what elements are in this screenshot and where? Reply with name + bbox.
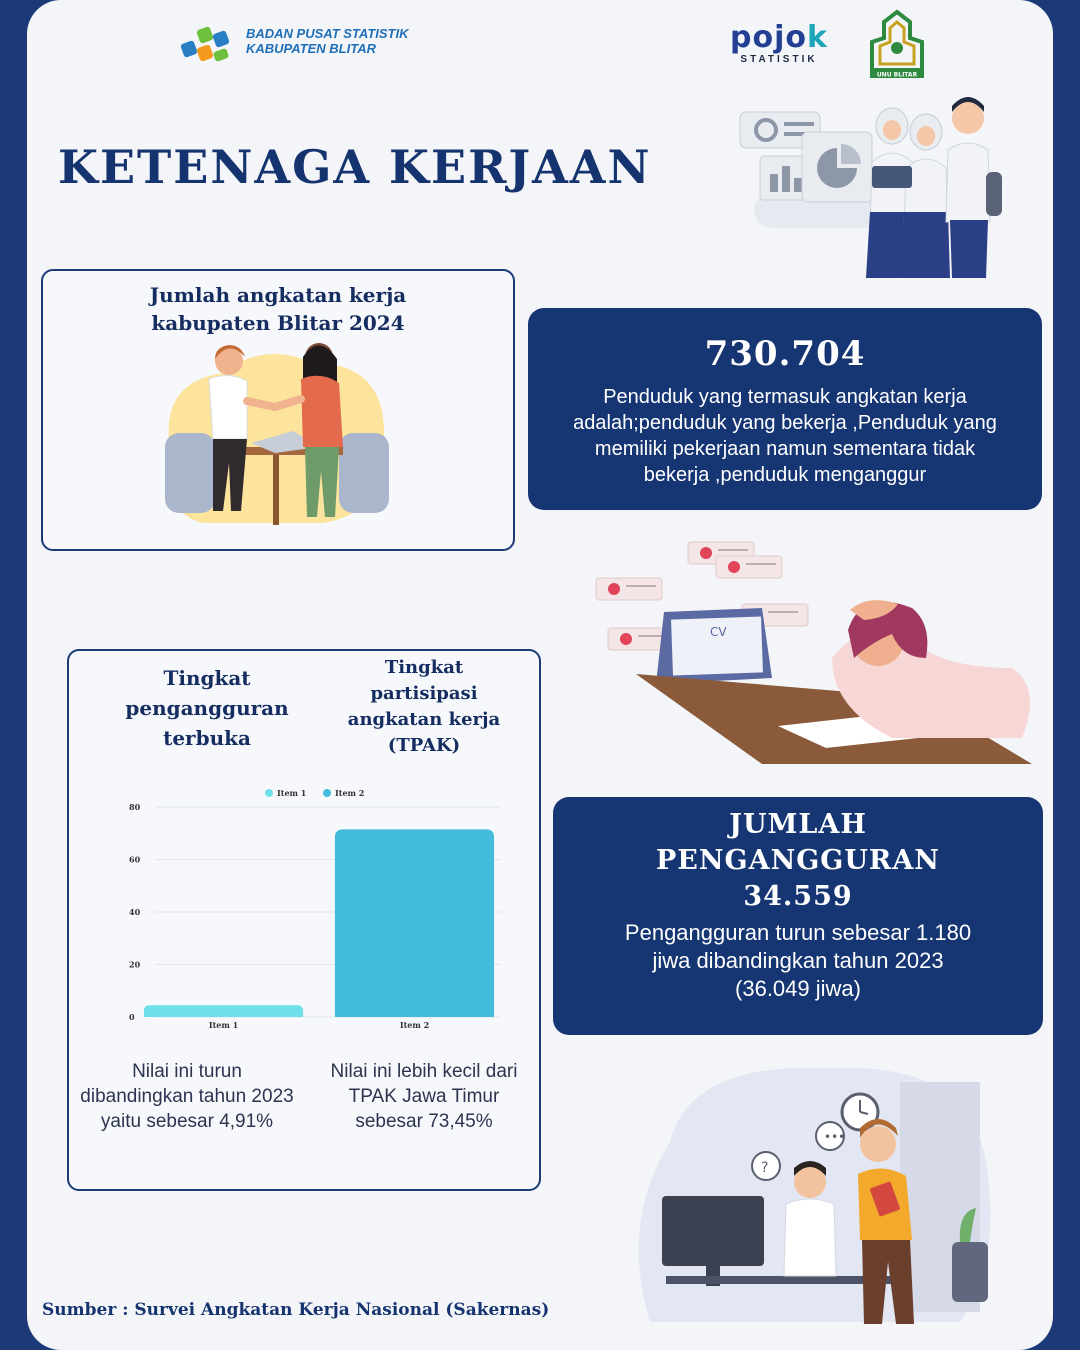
chart-legend-marker <box>323 789 331 797</box>
unemployment-stat-card <box>553 797 1043 1035</box>
unemployment-description-line-1: Pengangguran turun sebesar 1.180 <box>624 920 972 945</box>
source-note: Sumber : Survei Angkatan Kerja Nasional (Sakernas) <box>42 1300 550 1320</box>
chart-y-tick-label: 80 <box>129 802 141 812</box>
chart-bar <box>335 829 494 1017</box>
chart-legend-marker <box>265 789 273 797</box>
unemployment-rate-note: Nilai ini turun dibandingkan tahun 2023 yaitu sebesar 4,91% <box>80 1061 294 1132</box>
chart-bar <box>144 1005 303 1017</box>
unemployment-label <box>553 807 1043 915</box>
participation-rate-note: Nilai ini lebih kecil dari TPAK Jawa Timur sebesar 73,45% <box>330 1061 518 1132</box>
page-title: KETENAGA KERJAAN <box>58 140 652 194</box>
unemployment-description <box>583 919 1013 1003</box>
unemployment-label-line-1: JUMLAH <box>729 809 867 840</box>
svg-text:•••: ••• <box>824 1130 846 1144</box>
chart-x-tick-label: Item 2 <box>399 1020 430 1030</box>
chart-x-tick-label: Item 1 <box>208 1020 239 1030</box>
rates-card <box>67 649 541 1191</box>
unemployment-label-line-2: PENGANGGURAN <box>656 845 940 876</box>
students-dashboard-illustration <box>736 92 1006 292</box>
labor-force-title-line-1: Jumlah angkatan kerja <box>149 283 407 307</box>
office-workers-illustration <box>630 1062 1002 1332</box>
labor-force-value: 730.704 <box>704 334 866 374</box>
chart-y-tick-label: 40 <box>129 907 141 917</box>
bps-logo-icon <box>178 20 240 68</box>
participation-rate-heading: Tingkat partisipasi angkatan kerja (TPAK) <box>347 657 501 756</box>
rates-bar-chart <box>109 781 509 1041</box>
agency-line-1: BADAN PUSAT STATISTIK <box>246 26 409 41</box>
unemployment-value: 34.559 <box>743 881 853 912</box>
cv-label: CV <box>710 625 727 639</box>
pojok-statistik-logo <box>726 22 832 65</box>
labor-force-title <box>43 281 513 337</box>
svg-text:?: ? <box>761 1160 769 1176</box>
chart-y-tick-label: 20 <box>129 959 141 970</box>
unemployment-description-line-3: (36.049 jiwa) <box>735 976 861 1001</box>
pojok-word-end: k <box>807 20 828 55</box>
labor-force-card <box>41 269 515 551</box>
chart-y-tick-label: 0 <box>129 1012 135 1022</box>
pojok-sub: STATISTIK <box>740 54 818 65</box>
unemployment-description-line-2: jiwa dibandingkan tahun 2023 <box>652 948 944 973</box>
unu-label: UNU BLITAR <box>876 71 918 79</box>
pojok-word-start: pojo <box>730 20 808 55</box>
handshake-illustration <box>143 343 403 543</box>
labor-force-stat-card <box>528 308 1042 510</box>
agency-line-2: KABUPATEN BLITAR <box>246 41 376 56</box>
chart-legend-label: Item 1 <box>277 788 307 798</box>
labor-force-title-line-2: kabupaten Blitar 2024 <box>151 311 405 335</box>
pojok-word <box>726 22 832 54</box>
agency-name <box>246 26 409 56</box>
chart-legend-label: Item 2 <box>335 788 365 798</box>
unu-blitar-logo-icon <box>864 8 930 80</box>
unemployment-rate-heading: Tingkat pengangguran terbuka <box>125 666 289 750</box>
job-seeker-cv-illustration <box>592 538 1032 768</box>
chart-y-tick-label: 60 <box>129 854 141 865</box>
labor-force-description: Penduduk yang termasuk angkatan kerja adalah;penduduk yang bekerja ,Penduduk yang memiliki pekerjaan namun sementara tidak bekerja ,penduduk menganggur <box>573 386 997 486</box>
